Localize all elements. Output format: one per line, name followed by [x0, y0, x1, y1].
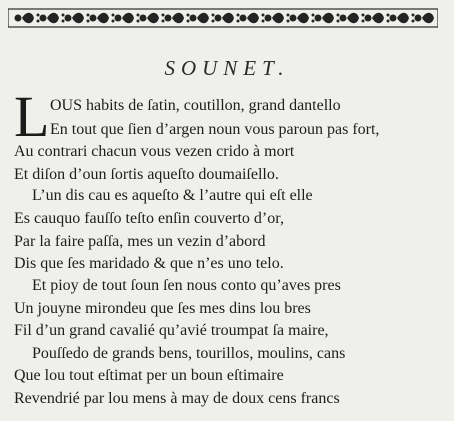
poem-line: Au contrari chacun vous vezen crido à mort [14, 143, 295, 160]
poem-title: SOUNET. [164, 56, 290, 80]
poem-line: Un jouyne mirondeu que ſes mes dins lou bres [14, 300, 311, 317]
poem-line: Et diſon d’oun ſortis aqueſto doumaiſello. [14, 166, 279, 183]
poem-line: Dis que ſes maridado & que n’es uno telo. [14, 255, 284, 272]
poem-line: Revendrié par lou mens à may de doux cens francs [14, 390, 340, 407]
poem-line: Fil d’un grand cavalié qu’avié troumpat ſa maire, [14, 322, 329, 339]
poem-line: Pouſſedo de grands bens, tourillos, moulins, cans [32, 345, 346, 362]
drop-cap: L [14, 84, 50, 149]
poem-line: Es cauquo fauſſo teſto enſin couverto d’or, [14, 210, 284, 227]
poem-line: Par la faire paſſa, mes un vezin d’abord [14, 233, 266, 250]
poem-line: Et pioy de tout ſoun ſen nous conto qu’aves pres [32, 277, 341, 294]
poem-line: L’un dis cau es aqueſto & l’autre qui eſt elle [32, 187, 313, 204]
decorative-header-ornament [8, 8, 438, 28]
poem-line: OUS habits de ſatin, coutillon, grand dantello [50, 97, 341, 114]
poem-line: Que lou tout eſtimat per un boun eſtimaire [14, 367, 284, 384]
poem-line: En tout que ſien d’argen noun vous paroun pas fort, [50, 121, 380, 138]
